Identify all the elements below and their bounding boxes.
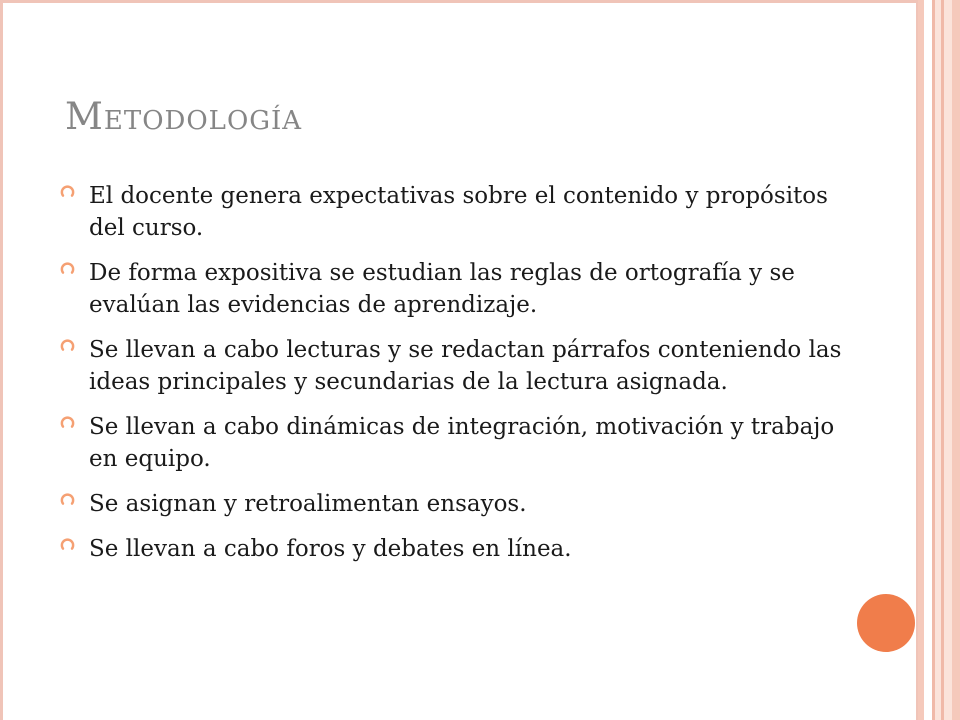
bullet-text: Se llevan a cabo dinámicas de integración, motivación y trabajo en equipo. <box>89 414 835 472</box>
bullet-text: Se asignan y retroalimentan ensayos. <box>89 491 527 517</box>
bullet-item <box>60 180 860 244</box>
circle-arc-icon <box>60 492 75 507</box>
bullet-item <box>60 488 860 520</box>
right-stripe <box>924 0 932 720</box>
bullet-text: De forma expositiva se estudian las reglas de ortografía y se evalúan las evidencias de aprendizaje. <box>89 260 795 318</box>
bullet-item <box>60 334 860 398</box>
circle-arc-icon <box>60 537 75 552</box>
bullet-item <box>60 257 860 321</box>
bullet-text: Se llevan a cabo lecturas y se redactan párrafos conteniendo las ideas principales y secundarias de la lectura asignada. <box>89 337 842 395</box>
bullet-text: Se llevan a cabo foros y debates en línea. <box>89 536 572 562</box>
bullet-list <box>60 180 860 578</box>
slide-title: Metodología <box>65 95 303 138</box>
bullet-item <box>60 533 860 565</box>
orange-circle-decoration <box>857 594 915 652</box>
circle-arc-icon <box>60 261 75 276</box>
right-stripe <box>952 0 960 720</box>
circle-arc-icon <box>60 184 75 199</box>
circle-arc-icon <box>60 415 75 430</box>
circle-arc-icon <box>60 338 75 353</box>
bullet-item <box>60 411 860 475</box>
bullet-text: El docente genera expectativas sobre el contenido y propósitos del curso. <box>89 183 828 241</box>
right-stripe <box>944 0 952 720</box>
